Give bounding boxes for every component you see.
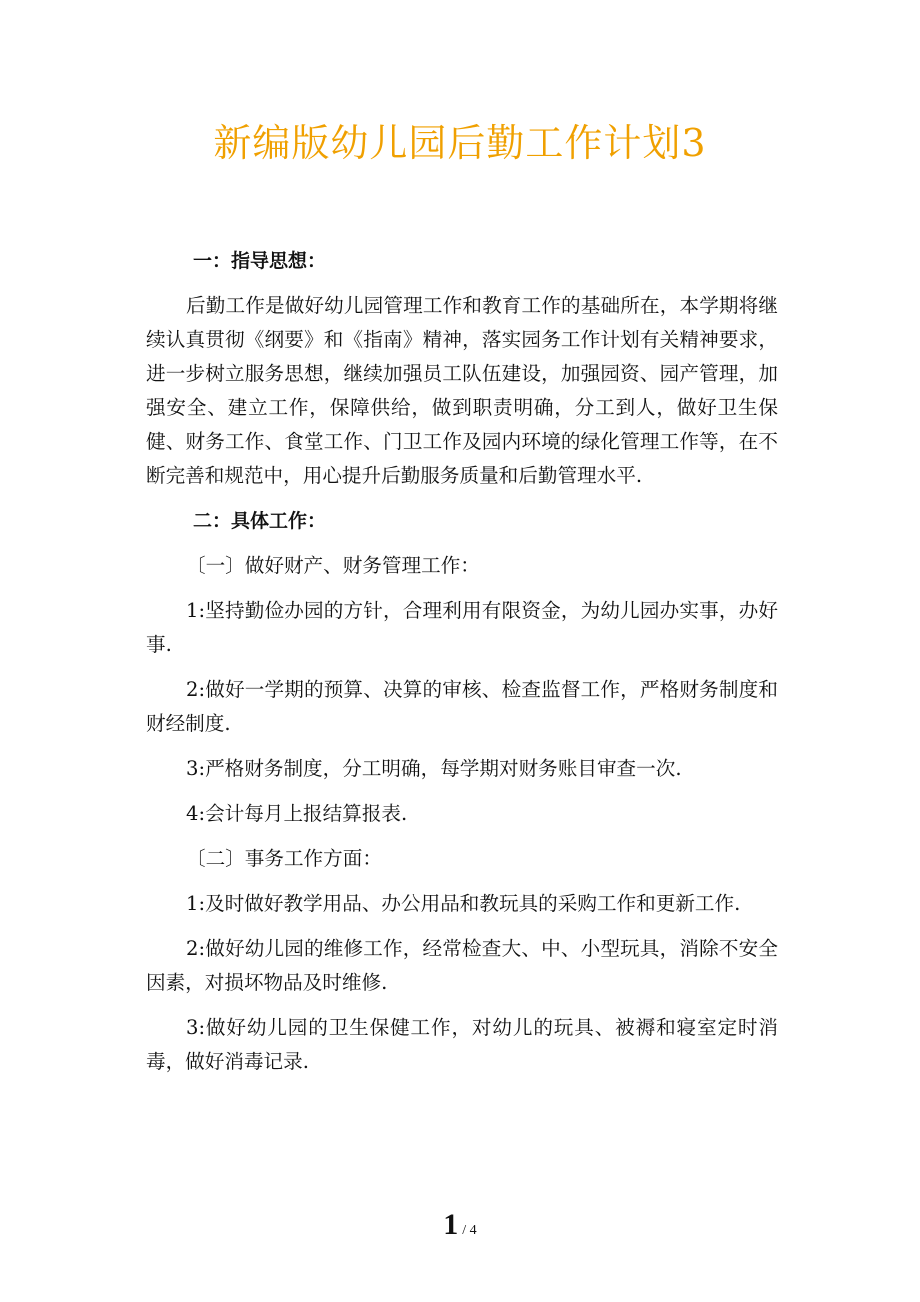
document-body (146, 244, 778, 1090)
list-item: 2:做好一学期的预算、决算的审核、检查监督工作，严格财务制度和财经制度. (146, 678, 778, 735)
page-number (0, 1208, 920, 1242)
subsection-label-finance: 〔一〕做好财产、财务管理工作： (186, 554, 480, 577)
paragraph-guiding-ideology: 后勤工作是做好幼儿园管理工作和教育工作的基础所在，本学期将继续认真贯彻《纲要》和《指南》精神，落实园务工作计划有关精神要求，进一步树立服务思想，继续加强员工队伍建设，加强园资、园产管理，加强安全、建立工作，保障供给，做到职责明确，分工到人，做好卫生保健、财务工作、食堂工作、门卫工作及园内环境的绿化管理工作等，在不断完善和规范中，用心提升后勤服务质量和后勤管理水平. (146, 294, 778, 487)
list-item: 1:坚持勤俭办园的方针，合理利用有限资金，为幼儿园办实事，办好事. (146, 599, 778, 656)
document-title: 新编版幼儿园后勤工作计划3 (213, 121, 707, 165)
page-current: 1 (443, 1208, 459, 1241)
list-item: 1:及时做好教学用品、办公用品和教玩具的采购工作和更新工作. (186, 892, 741, 915)
section-heading-specific-work: 二：具体工作： (193, 510, 327, 532)
page-total: / 4 (462, 1223, 477, 1238)
list-item: 2:做好幼儿园的维修工作，经常检查大、中、小型玩具，消除不安全因素，对损坏物品及时维修. (146, 937, 778, 994)
list-item: 3:严格财务制度，分工明确，每学期对财务账目审查一次. (186, 757, 682, 780)
subsection-label-affairs: 〔二〕事务工作方面： (186, 847, 382, 870)
list-item: 3:做好幼儿园的卫生保健工作，对幼儿的玩具、被褥和寝室定时消毒，做好消毒记录. (146, 1016, 778, 1073)
section-heading-guiding-ideology: 一：指导思想： (193, 250, 327, 272)
list-item: 4:会计每月上报结算报表. (186, 802, 408, 825)
